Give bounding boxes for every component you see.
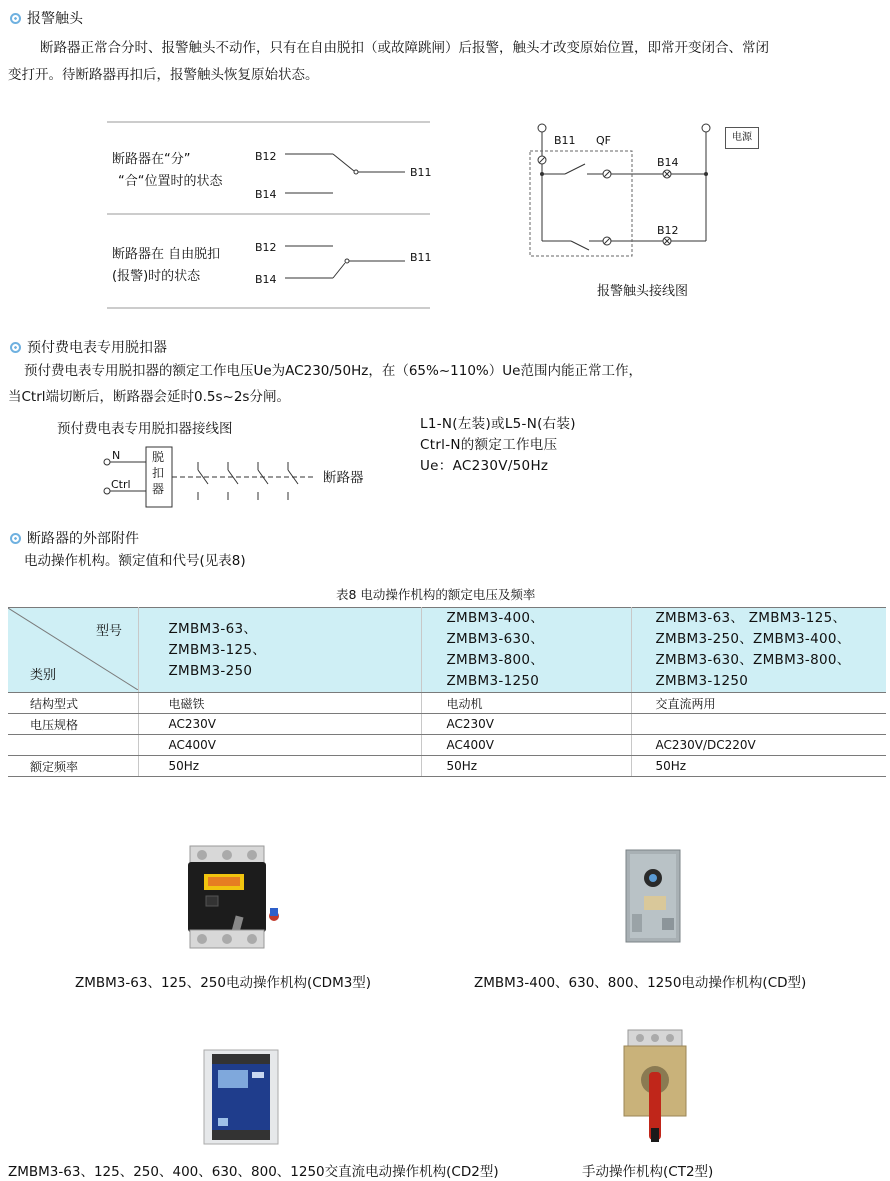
state1-label-line2: “合“位置时的状态	[118, 174, 223, 189]
breaker-label: 断路器	[323, 470, 364, 486]
state2-label-line1: 断路器在 自由脱扣	[112, 247, 221, 262]
bullet-icon	[10, 533, 21, 544]
section-heading-alarm-contact: 报警触头	[10, 8, 83, 28]
state2-b12-label: B12	[255, 241, 277, 254]
prepaid-note-line2: Ctrl-N的额定工作电压	[420, 437, 558, 453]
state1-b14-label: B14	[255, 188, 277, 201]
rated-voltage-table	[8, 607, 886, 777]
table-row: 电压规格 AC230V AC230V	[8, 714, 886, 735]
col2-models: ZMBM3-400、 ZMBM3-630、 ZMBM3-800、 ZMBM3-1250	[421, 608, 631, 693]
cd2-operator-photo	[202, 1048, 280, 1146]
wiring-b11-label: B11	[554, 134, 576, 147]
ct2-caption: 手动操作机构(CT2型)	[582, 1164, 714, 1180]
state1-label-line1: 断路器在“分”	[112, 152, 191, 167]
table-row: 结构型式 电磁铁 电动机 交直流两用	[8, 693, 886, 714]
table-row: 额定频率 50Hz 50Hz 50Hz	[8, 756, 886, 777]
prepaid-paragraph-line2: 当Ctrl端切断后，断路器会延时0.5s~2s分闸。	[8, 389, 290, 405]
prepaid-n-label: N	[112, 449, 121, 462]
bullet-icon	[10, 342, 21, 353]
ct2-handle-photo	[622, 1028, 688, 1144]
section-heading-external-accessories: 断路器的外部附件	[10, 528, 139, 548]
header-category-label: 类别	[30, 668, 57, 683]
accessories-paragraph: 电动操作机构。额定值和代号(见表8)	[24, 553, 246, 569]
prepaid-note-line1: L1-N(左装)或L5-N(右装)	[420, 416, 576, 432]
wiring-qf-label: QF	[596, 134, 611, 147]
col1-models: ZMBM3-63、 ZMBM3-125、 ZMBM3-250	[138, 608, 421, 693]
wiring-caption: 报警触头接线图	[597, 284, 689, 299]
cdm3-operator-photo	[188, 842, 288, 950]
bullet-icon	[10, 13, 21, 24]
table-corner-cell	[8, 608, 138, 693]
prepaid-ctrl-label: Ctrl	[111, 478, 131, 491]
prepaid-paragraph-line1: 预付费电表专用脱扣器的额定工作电压Ue为AC230/50Hz，在（65%~110%）Ue范围内能正常工作，	[24, 363, 642, 379]
release-box-label: 脱扣器	[151, 450, 164, 496]
wiring-b12-label: B12	[657, 224, 679, 237]
table-row: AC400V AC400V AC230V/DC220V	[8, 735, 886, 756]
wiring-b14-label: B14	[657, 156, 679, 169]
state2-label-line2: (报警)时的状态	[112, 269, 201, 284]
power-source-box: 电源	[725, 127, 759, 149]
prepaid-diagram-title: 预付费电表专用脱扣器接线图	[57, 421, 233, 437]
state1-b11-label: B11	[410, 166, 432, 179]
state1-b12-label: B12	[255, 150, 277, 163]
cdm3-caption: ZMBM3-63、125、250电动操作机构(CDM3型)	[75, 975, 372, 991]
prepaid-release-diagram	[100, 440, 330, 515]
alarm-paragraph-line1: 断路器正常合分时、报警触头不动作，只有在自由脱扣（或故障跳闸）后报警，触头才改变原始位置，即常开变闭合、常闭	[40, 40, 769, 56]
table-header-row	[8, 608, 886, 693]
col3-models: ZMBM3-63、 ZMBM3-125、 ZMBM3-250、ZMBM3-400、 ZMBM3-630、ZMBM3-800、 ZMBM3-1250	[631, 608, 886, 693]
table-title: 表8 电动操作机构的额定电压及频率	[336, 587, 536, 602]
state2-b14-label: B14	[255, 273, 277, 286]
cd-operator-photo	[622, 848, 684, 944]
cd2-caption: ZMBM3-63、125、250、400、630、800、1250交直流电动操作机构(CD2型)	[8, 1164, 499, 1180]
prepaid-note-line3: Ue：AC230V/50Hz	[420, 458, 549, 474]
state2-b11-label: B11	[410, 251, 432, 264]
alarm-paragraph-line2: 变打开。待断路器再扣后，报警触头恢复原始状态。	[8, 67, 319, 83]
section-heading-prepaid-release: 预付费电表专用脱扣器	[10, 337, 167, 357]
header-model-label: 型号	[96, 624, 123, 639]
cd-caption: ZMBM3-400、630、800、1250电动操作机构(CD型)	[474, 975, 807, 991]
